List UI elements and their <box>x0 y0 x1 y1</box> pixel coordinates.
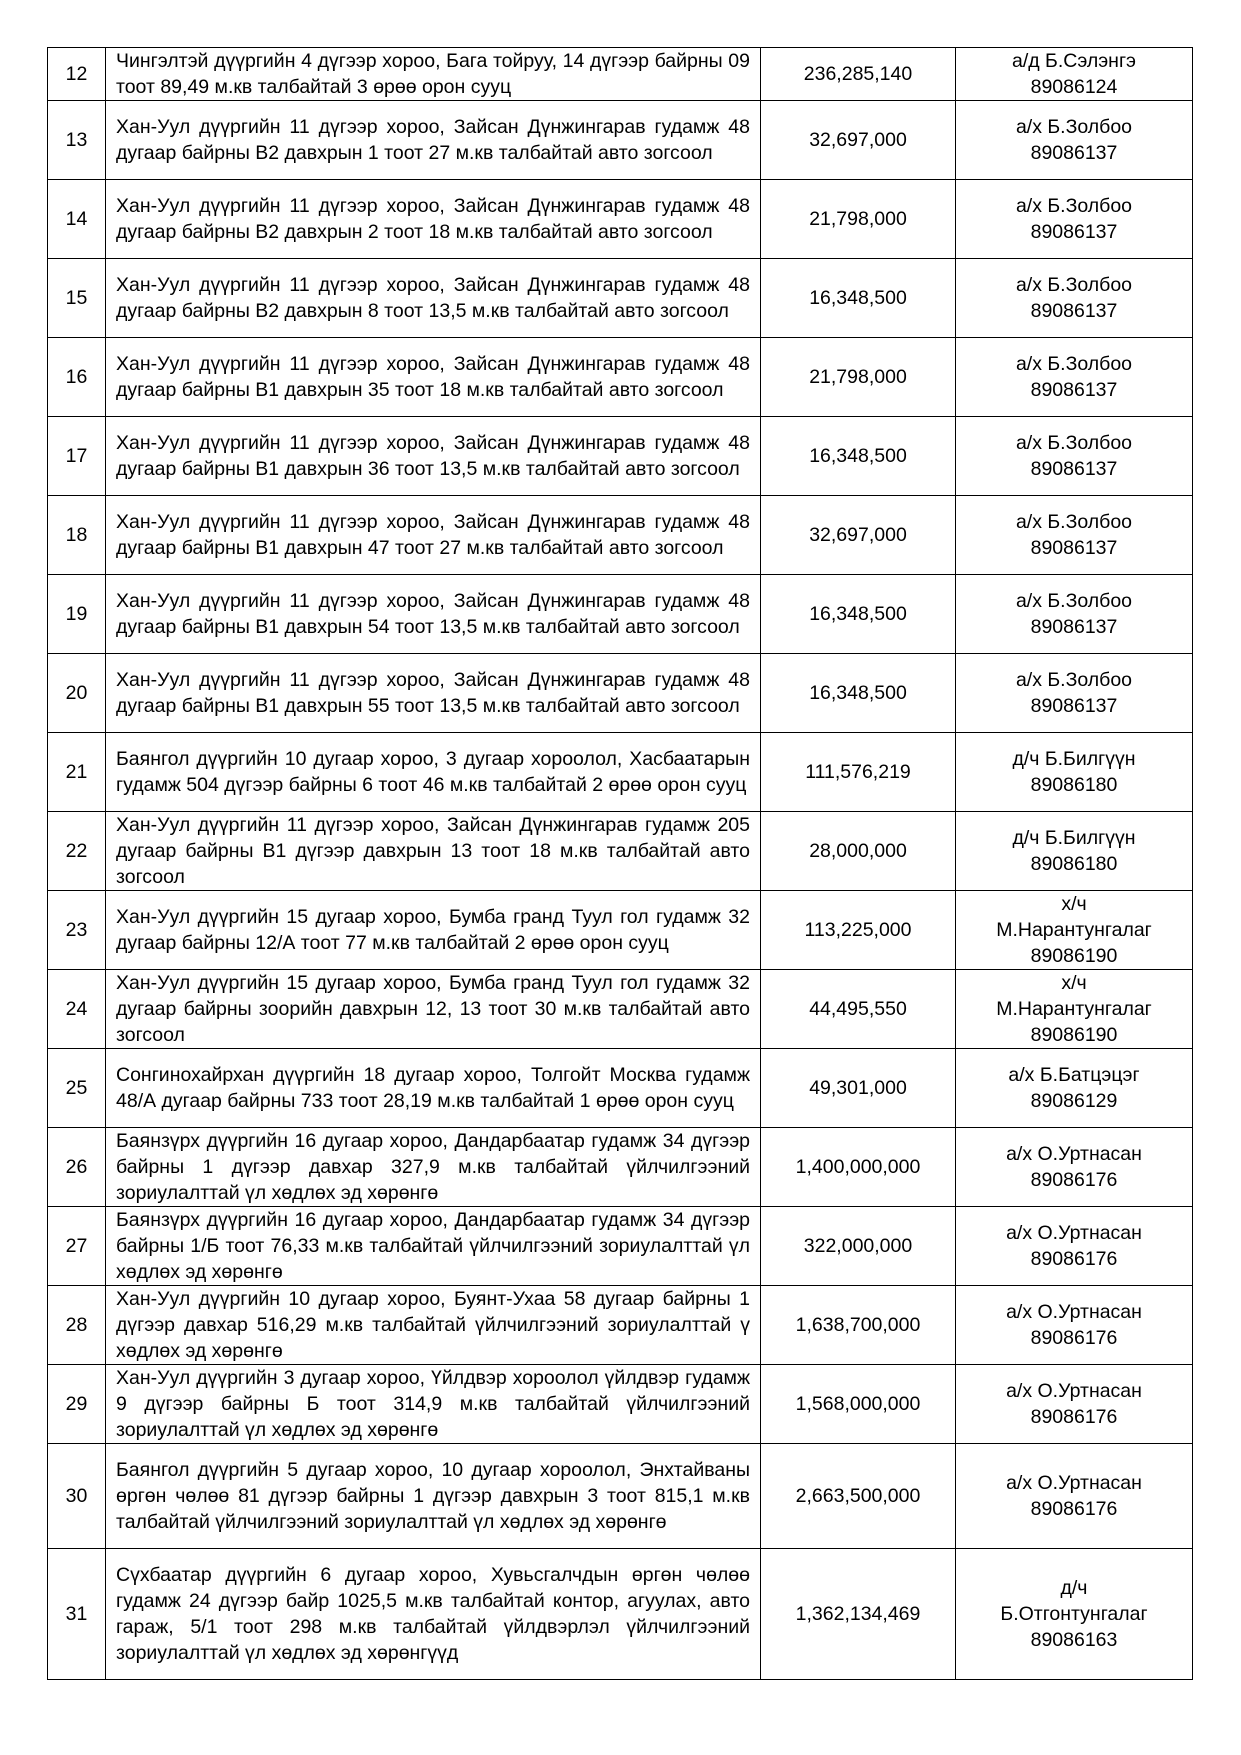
property-description: Баянзүрх дүүргийн 16 дугаар хороо, Дандарбаатар гудамж 34 дүгээр байрны 1/Б тоот 76,33 м.кв талбайтай үйлчилгээний зориулалттай үл хөдлөх эд хөрөнгө <box>106 1207 761 1286</box>
table-row <box>48 1444 1193 1549</box>
contact-person: а/х Б.Золбоо 89086137 <box>956 259 1193 338</box>
row-number: 12 <box>48 48 106 101</box>
contact-person: а/х О.Уртнасан 89086176 <box>956 1207 1193 1286</box>
row-number: 20 <box>48 654 106 733</box>
property-price: 16,348,500 <box>761 654 956 733</box>
contact-person: х/ч М.Нарантунгалаг 89086190 <box>956 891 1193 970</box>
property-price: 1,362,134,469 <box>761 1549 956 1680</box>
contact-person: д/ч Б.Билгүүн 89086180 <box>956 733 1193 812</box>
contact-person: а/х Б.Золбоо 89086137 <box>956 496 1193 575</box>
row-number: 24 <box>48 970 106 1049</box>
table-row <box>48 1128 1193 1207</box>
row-number: 30 <box>48 1444 106 1549</box>
property-description: Сүхбаатар дүүргийн 6 дугаар хороо, Хувьсгалчдын өргөн чөлөө гудамж 24 дүгээр байр 1025,5 м.кв талбайтай контор, агуулах, авто гараж, 5/1 тоот 298 м.кв талбайтай үйлдвэрлэл үйлчилгээний зориулалттай үл хөдлөх эд хөрөнгүүд <box>106 1549 761 1680</box>
property-price: 32,697,000 <box>761 101 956 180</box>
property-price: 44,495,550 <box>761 970 956 1049</box>
property-description: Хан-Уул дүүргийн 15 дугаар хороо, Бумба гранд Туул гол гудамж 32 дугаар байрны зоорийн давхрын 12, 13 тоот 30 м.кв талбайтай авто зогсоол <box>106 970 761 1049</box>
property-description: Хан-Уул дүүргийн 11 дүгээр хороо, Зайсан Дүнжингарав гудамж 48 дугаар байрны В2 давхрын 8 тоот 13,5 м.кв талбайтай авто зогсоол <box>106 259 761 338</box>
table-row <box>48 733 1193 812</box>
table-row <box>48 575 1193 654</box>
property-price: 16,348,500 <box>761 417 956 496</box>
table-row <box>48 1365 1193 1444</box>
row-number: 23 <box>48 891 106 970</box>
row-number: 28 <box>48 1286 106 1365</box>
property-price: 1,638,700,000 <box>761 1286 956 1365</box>
table-row <box>48 1207 1193 1286</box>
property-description: Сонгинохайрхан дүүргийн 18 дугаар хороо, Толгойт Москва гудамж 48/А дугаар байрны 733 тоот 28,19 м.кв талбайтай 1 өрөө орон сууц <box>106 1049 761 1128</box>
table-row <box>48 180 1193 259</box>
property-price: 322,000,000 <box>761 1207 956 1286</box>
row-number: 22 <box>48 812 106 891</box>
table-row <box>48 812 1193 891</box>
row-number: 13 <box>48 101 106 180</box>
property-description: Хан-Уул дүүргийн 11 дүгээр хороо, Зайсан Дүнжингарав гудамж 48 дугаар байрны В1 давхрын 35 тоот 18 м.кв талбайтай авто зогсоол <box>106 338 761 417</box>
contact-person: д/ч Б.Билгүүн 89086180 <box>956 812 1193 891</box>
contact-person: д/ч Б.Отгонтунгалаг 89086163 <box>956 1549 1193 1680</box>
property-description: Чингэлтэй дүүргийн 4 дүгээр хороо, Бага тойруу, 14 дүгээр байрны 09 тоот 89,49 м.кв талбайтай 3 өрөө орон сууц <box>106 48 761 101</box>
contact-person: а/х Б.Золбоо 89086137 <box>956 654 1193 733</box>
contact-person: а/х Б.Золбоо 89086137 <box>956 180 1193 259</box>
table-row <box>48 891 1193 970</box>
table-row <box>48 654 1193 733</box>
table-row <box>48 1549 1193 1680</box>
row-number: 14 <box>48 180 106 259</box>
property-price: 16,348,500 <box>761 575 956 654</box>
property-price: 49,301,000 <box>761 1049 956 1128</box>
contact-person: а/х Б.Золбоо 89086137 <box>956 338 1193 417</box>
property-price: 1,568,000,000 <box>761 1365 956 1444</box>
property-description: Хан-Уул дүүргийн 11 дүгээр хороо, Зайсан Дүнжингарав гудамж 48 дугаар байрны В1 давхрын 36 тоот 13,5 м.кв талбайтай авто зогсоол <box>106 417 761 496</box>
row-number: 21 <box>48 733 106 812</box>
row-number: 19 <box>48 575 106 654</box>
row-number: 18 <box>48 496 106 575</box>
property-price: 21,798,000 <box>761 338 956 417</box>
table-row <box>48 48 1193 101</box>
row-number: 29 <box>48 1365 106 1444</box>
property-description: Хан-Уул дүүргийн 11 дүгээр хороо, Зайсан Дүнжингарав гудамж 205 дугаар байрны В1 дүгээр давхрын 13 тоот 18 м.кв талбайтай авто зогсоол <box>106 812 761 891</box>
row-number: 31 <box>48 1549 106 1680</box>
property-price: 1,400,000,000 <box>761 1128 956 1207</box>
property-description: Хан-Уул дүүргийн 11 дүгээр хороо, Зайсан Дүнжингарав гудамж 48 дугаар байрны В1 давхрын 54 тоот 13,5 м.кв талбайтай авто зогсоол <box>106 575 761 654</box>
property-description: Хан-Уул дүүргийн 3 дугаар хороо, Үйлдвэр хороолол үйлдвэр гудамж 9 дүгээр байрны Б тоот 314,9 м.кв талбайтай үйлчилгээний зориулалттай үл хөдлөх эд хөрөнгө <box>106 1365 761 1444</box>
table-row <box>48 101 1193 180</box>
contact-person: а/х О.Уртнасан 89086176 <box>956 1444 1193 1549</box>
table-row <box>48 259 1193 338</box>
contact-person: а/х Б.Батцэцэг 89086129 <box>956 1049 1193 1128</box>
property-price: 16,348,500 <box>761 259 956 338</box>
property-price: 111,576,219 <box>761 733 956 812</box>
property-price: 21,798,000 <box>761 180 956 259</box>
table-row <box>48 417 1193 496</box>
row-number: 25 <box>48 1049 106 1128</box>
contact-person: а/х Б.Золбоо 89086137 <box>956 101 1193 180</box>
table-row <box>48 970 1193 1049</box>
property-description: Хан-Уул дүүргийн 10 дугаар хороо, Буянт-Ухаа 58 дугаар байрны 1 дүгээр давхар 516,29 м.кв талбайтай үйлчилгээний зориулалттай ү хөдлөх эд хөрөнгө <box>106 1286 761 1365</box>
row-number: 16 <box>48 338 106 417</box>
property-price: 113,225,000 <box>761 891 956 970</box>
property-table <box>47 47 1193 1680</box>
table-row <box>48 338 1193 417</box>
row-number: 15 <box>48 259 106 338</box>
property-description: Баянгол дүүргийн 5 дугаар хороо, 10 дугаар хороолол, Энхтайваны өргөн чөлөө 81 дүгээр байрны 1 дүгээр давхрын 3 тоот 815,1 м.кв талбайтай үйлчилгээний зориулалттай үл хөдлөх эд хөрөнгө <box>106 1444 761 1549</box>
property-description: Хан-Уул дүүргийн 11 дүгээр хороо, Зайсан Дүнжингарав гудамж 48 дугаар байрны В1 давхрын 47 тоот 27 м.кв талбайтай авто зогсоол <box>106 496 761 575</box>
contact-person: а/х О.Уртнасан 89086176 <box>956 1128 1193 1207</box>
contact-person: а/х О.Уртнасан 89086176 <box>956 1286 1193 1365</box>
contact-person: х/ч М.Нарантунгалаг 89086190 <box>956 970 1193 1049</box>
contact-person: а/х Б.Золбоо 89086137 <box>956 417 1193 496</box>
property-description: Баянгол дүүргийн 10 дугаар хороо, 3 дугаар хороолол, Хасбаатарын гудамж 504 дүгээр байрны 6 тоот 46 м.кв талбайтай 2 өрөө орон сууц <box>106 733 761 812</box>
property-price: 236,285,140 <box>761 48 956 101</box>
property-description: Хан-Уул дүүргийн 15 дугаар хороо, Бумба гранд Туул гол гудамж 32 дугаар байрны 12/А тоот 77 м.кв талбайтай 2 өрөө орон сууц <box>106 891 761 970</box>
contact-person: а/х Б.Золбоо 89086137 <box>956 575 1193 654</box>
property-price: 32,697,000 <box>761 496 956 575</box>
property-price: 28,000,000 <box>761 812 956 891</box>
contact-person: а/х О.Уртнасан 89086176 <box>956 1365 1193 1444</box>
row-number: 26 <box>48 1128 106 1207</box>
table-row <box>48 496 1193 575</box>
table-body <box>48 48 1193 1680</box>
contact-person: а/д Б.Сэлэнгэ 89086124 <box>956 48 1193 101</box>
property-description: Хан-Уул дүүргийн 11 дүгээр хороо, Зайсан Дүнжингарав гудамж 48 дугаар байрны В2 давхрын 2 тоот 18 м.кв талбайтай авто зогсоол <box>106 180 761 259</box>
property-description: Хан-Уул дүүргийн 11 дүгээр хороо, Зайсан Дүнжингарав гудамж 48 дугаар байрны В1 давхрын 55 тоот 13,5 м.кв талбайтай авто зогсоол <box>106 654 761 733</box>
property-price: 2,663,500,000 <box>761 1444 956 1549</box>
row-number: 17 <box>48 417 106 496</box>
table-row <box>48 1049 1193 1128</box>
property-description: Баянзүрх дүүргийн 16 дугаар хороо, Дандарбаатар гудамж 34 дүгээр байрны 1 дүгээр давхар 327,9 м.кв талбайтай үйлчилгээний зориулалттай үл хөдлөх эд хөрөнгө <box>106 1128 761 1207</box>
property-description: Хан-Уул дүүргийн 11 дүгээр хороо, Зайсан Дүнжингарав гудамж 48 дугаар байрны В2 давхрын 1 тоот 27 м.кв талбайтай авто зогсоол <box>106 101 761 180</box>
row-number: 27 <box>48 1207 106 1286</box>
table-row <box>48 1286 1193 1365</box>
